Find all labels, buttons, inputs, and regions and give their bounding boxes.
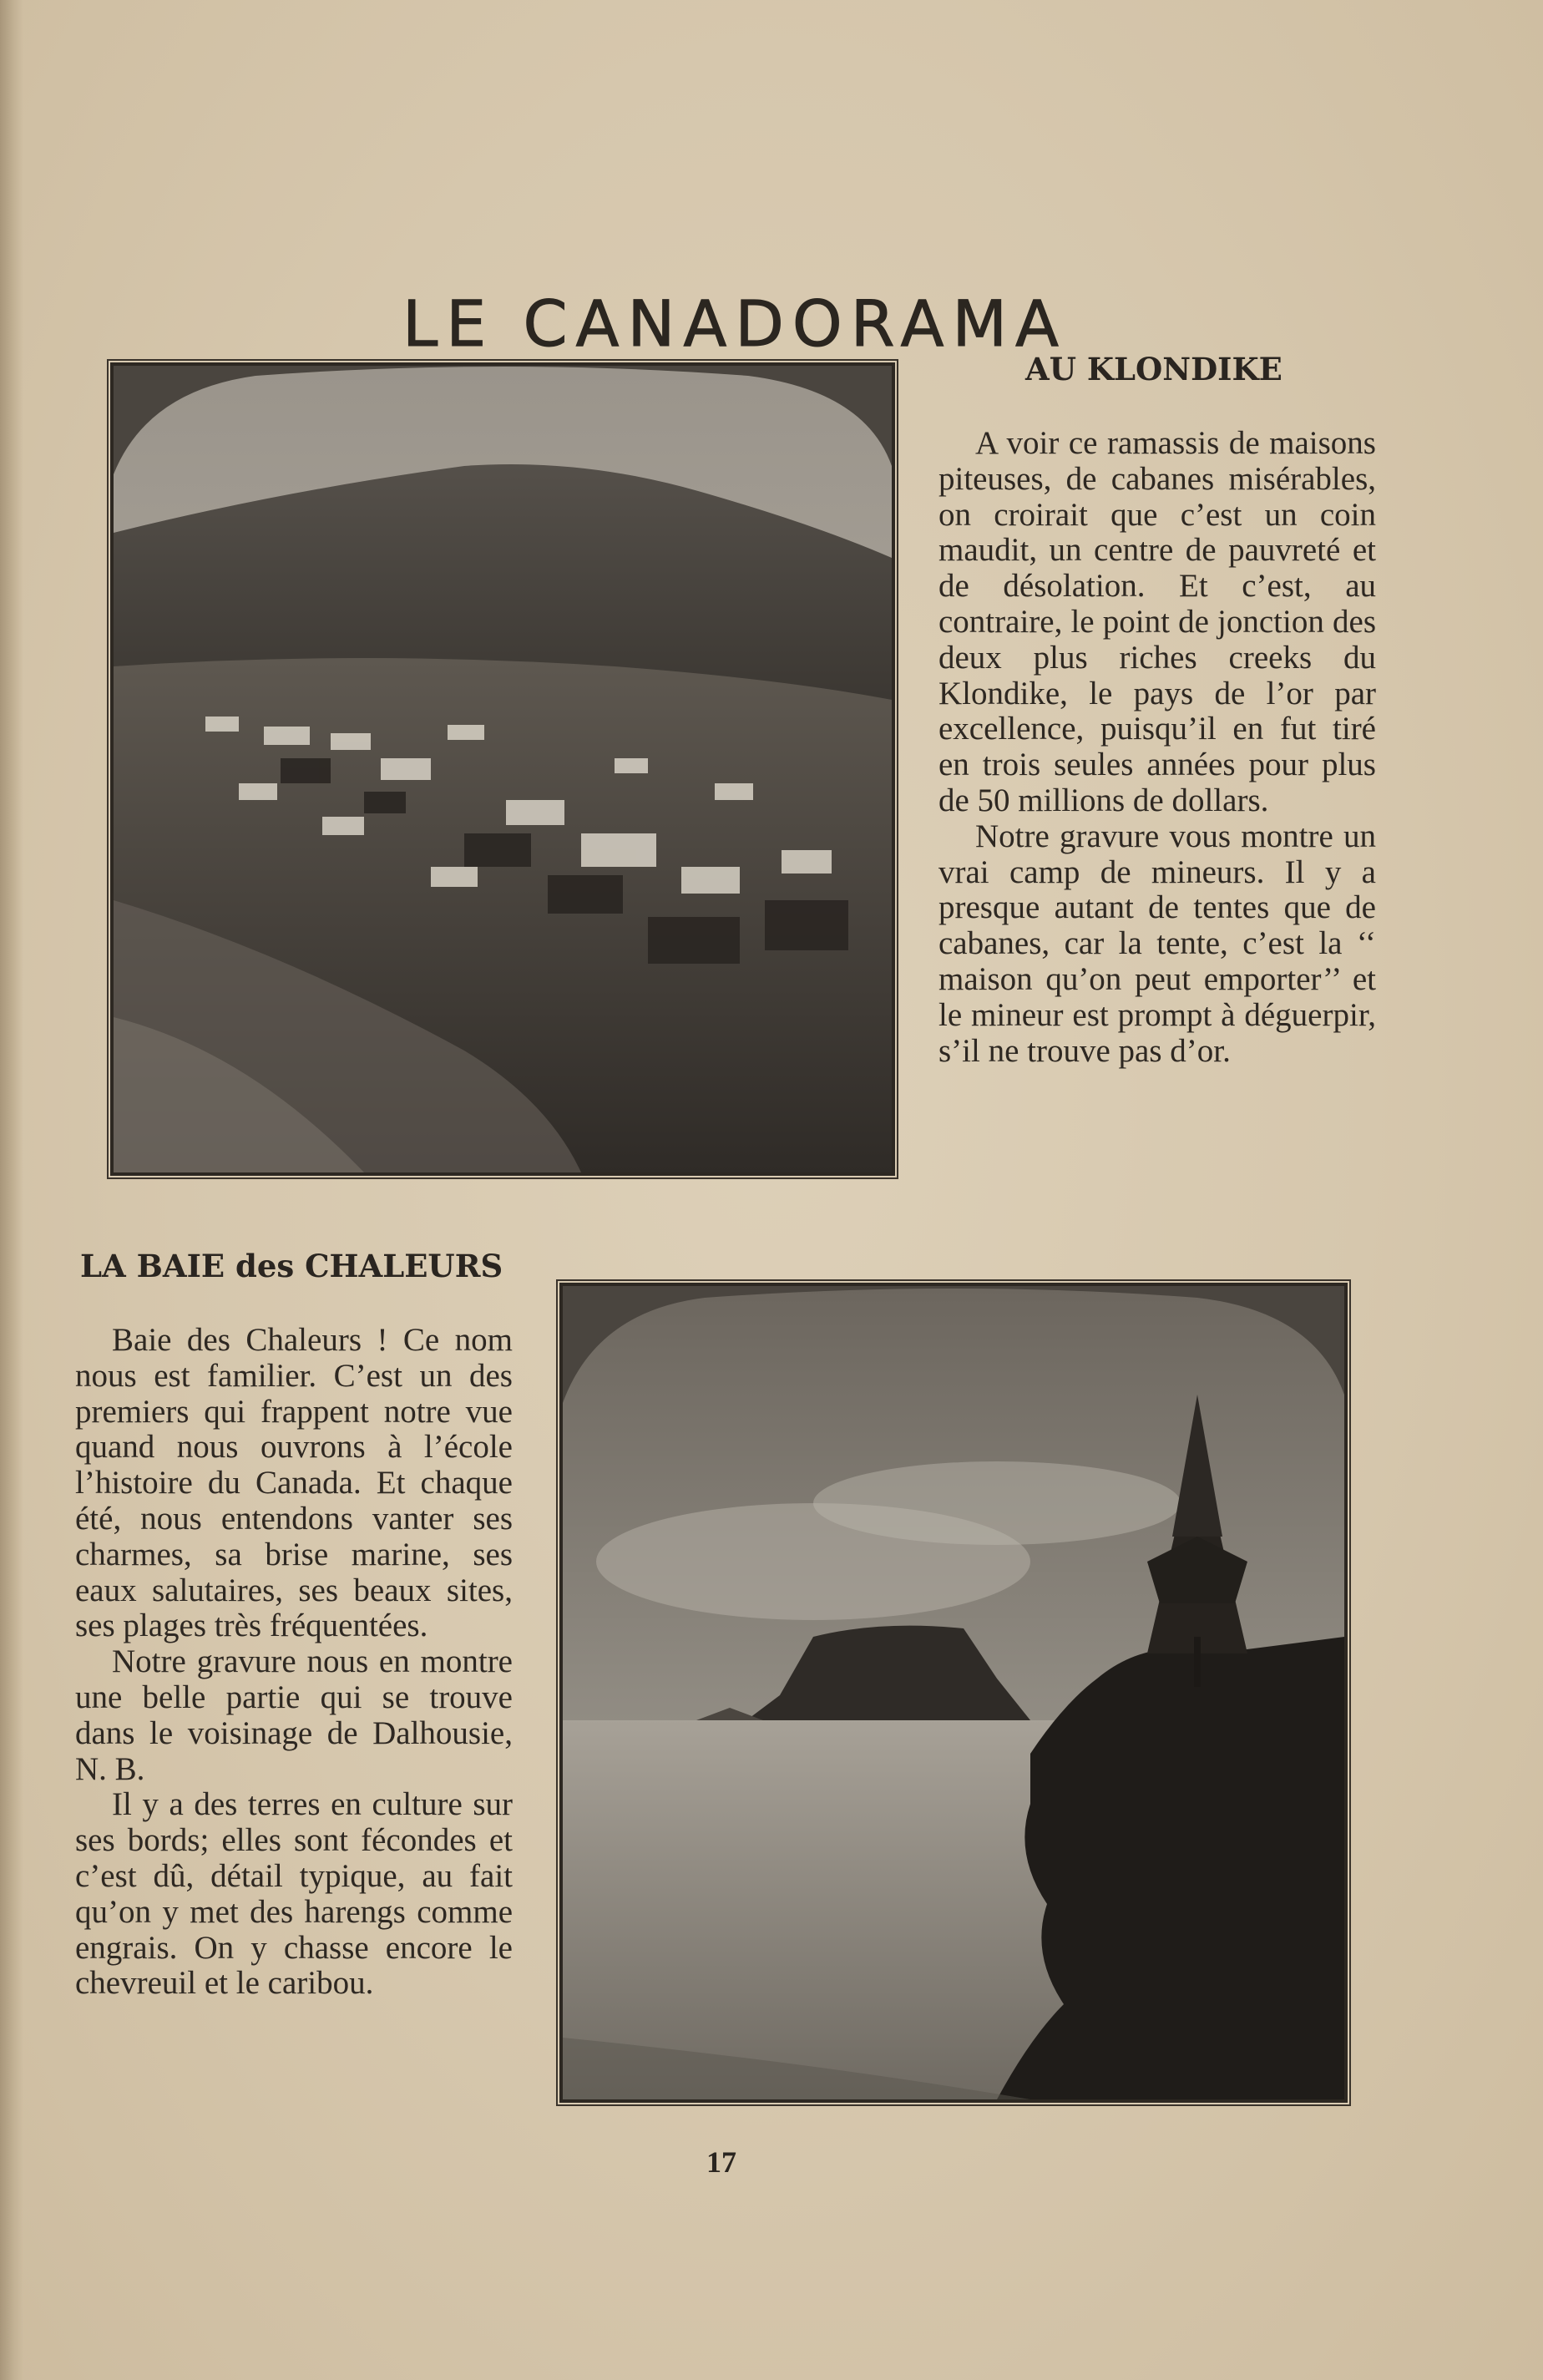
klondike-paragraph-1: A voir ce ramassis de maisons piteuses, de cabanes misérables, on croirait que c’est un coin maudit, un centre de pauvreté et de désolation. Et c’est, au contraire, le point de jonction des deux plus riches creeks du Klondike, le pays de l’or par excellence, puisqu’il en fut tiré en trois seules années pour plus de 50 millions de dollars.: [938, 425, 1376, 818]
klondike-paragraph-2: Notre gravure vous montre un vrai camp de mineurs. Il y a presque autant de tentes que de cabanes, car la tente, c’est la ‘‘ maison qu’on peut emporter’’ et le mineur est prompt à déguerpir, s’il ne trouve pas d’or.: [938, 818, 1376, 1069]
klondike-mining-camp-photo: [110, 362, 895, 1176]
chaleurs-paragraph-3: Il y a des terres en culture sur ses bords; elles sont fécondes et c’est dû, détail typique, au fait qu’on y met des harengs comme engrais. On y chasse encore le chevreuil et le caribou.: [75, 1786, 513, 2002]
chaleurs-article-text: [75, 1323, 513, 2002]
page-number: 17: [706, 2145, 736, 2179]
chaleurs-photo-illustration: [563, 1286, 1344, 2099]
page-spine-shadow: [0, 0, 23, 2380]
klondike-article-text: [938, 426, 1376, 1069]
chaleurs-paragraph-1: Baie des Chaleurs ! Ce nom nous est familier. C’est un des premiers qui frappent notre vue quand nous ouvrons à l’école l’histoire du Canada. Et chaque été, nous entendons vanter ses charmes, sa brise marine, ses eaux salutaires, ses beaux sites, ses plages très fréquentées.: [75, 1322, 513, 1644]
klondike-heading: AU KLONDIKE: [1025, 351, 1282, 387]
klondike-photo-illustration: [114, 366, 892, 1172]
chaleurs-paragraph-2: Notre gravure nous en montre une belle partie qui se trouve dans le voisinage de Dalhousie, N. B.: [75, 1643, 513, 1787]
baie-des-chaleurs-photo: [559, 1283, 1348, 2103]
chaleurs-heading: LA BAIE des CHALEURS: [80, 1248, 503, 1284]
masthead-title: LE CANADORAMA: [402, 286, 1068, 361]
